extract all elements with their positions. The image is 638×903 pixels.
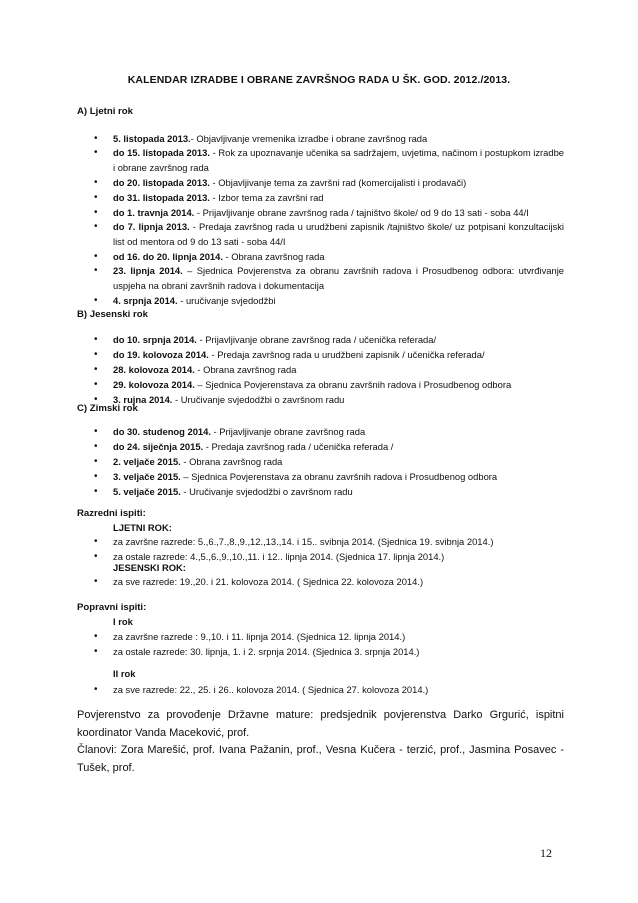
page-title: KALENDAR IZRADBE I OBRANE ZAVRŠNOG RADA U ŠK. GOD. 2012./2013.: [127, 74, 511, 86]
popravni-rok2-list: [77, 682, 564, 697]
list-item: • do 31. listopada 2013. - Izbor tema za završni rad: [77, 190, 564, 205]
list-item: • 5. listopada 2013.- Objavljivanje vremenika izradbe i obrane završnog rada: [77, 131, 564, 146]
section-b-list: [77, 332, 564, 407]
razredni-jesenski-list: [77, 574, 564, 589]
list-item: • 5. veljače 2015. - Uručivanje svjedodžbi o završnom radu: [77, 484, 564, 499]
list-item: • za sve razrede: 22., 25. i 26.. kolovoza 2014. ( Sjednica 27. kolovoza 2014.): [77, 682, 564, 697]
list-item: • do 20. listopada 2013. - Objavljivanje tema za završni rad (komercijalisti i prodavači): [77, 175, 564, 190]
list-item: • 28. kolovoza 2014. - Obrana završnog rada: [77, 362, 564, 377]
ljetni-rok-label: LJETNI ROK:: [113, 522, 172, 533]
list-item: • za ostale razrede: 30. lipnja, 1. i 2. srpnja 2014. (Sjednica 3. srpnja 2014.): [77, 644, 564, 659]
section-b-heading: B) Jesenski rok: [77, 309, 148, 320]
razredni-ljetni-list: [77, 534, 564, 564]
list-item: • od 16. do 20. lipnja 2014. - Obrana završnog rada: [77, 249, 564, 264]
clanovi-paragraph: Članovi: Zora Marešić, prof. Ivana Pažanin, prof., Vesna Kučera - terzić, prof., Jasmina Posavec - Tušek, prof.: [77, 744, 564, 774]
list-item: • za završne razrede : 9.,10. i 11. lipnja 2014. (Sjednica 12. lipnja 2014.): [77, 629, 564, 644]
list-item: • 3. veljače 2015. – Sjednica Povjerenstava za obranu završnih radova i Prosudbenog odbora: [77, 469, 564, 484]
section-a-heading: A) Ljetni rok: [77, 106, 133, 117]
section-c-list: [77, 424, 564, 499]
list-item: • do 1. travnja 2014. - Prijavljivanje obrane završnog rada / tajništvo škole/ od 9 do 13 sati - soba 44/I: [77, 205, 564, 220]
page-number: 12: [540, 846, 552, 860]
list-item: • do 15. listopada 2013. - Rok za upoznavanje učenika sa sadržajem, uvjetima, načinom i postupkom izradbe i obrane završnog rada: [77, 146, 564, 175]
list-item: • do 10. srpnja 2014. - Prijavljivanje obrane završnog rada / učenička referada/: [77, 332, 564, 347]
list-item: • 4. srpnja 2014. - uručivanje svjedodžbi: [77, 293, 564, 308]
popravni-rok1-list: [77, 629, 564, 659]
section-c-heading: C) Zimski rok: [77, 403, 138, 414]
popravni-heading: Popravni ispiti:: [77, 602, 147, 613]
popravni-rok2-label: II rok: [113, 668, 136, 679]
list-item: • 29. kolovoza 2014. – Sjednica Povjerenstava za obranu završnih radova i Prosudbenog odbora: [77, 377, 564, 392]
list-item: • za ostale razrede: 4.,5.,6.,9.,10.,11. i 12.. lipnja 2014. (Sjednica 17. lipnja 2014.): [77, 549, 564, 564]
list-item: • 2. veljače 2015. - Obrana završnog rada: [77, 454, 564, 469]
list-item: • 3. rujna 2014. - Uručivanje svjedodžbi o završnom radu: [77, 392, 564, 407]
list-item: • za završne razrede: 5.,6.,7.,8.,9.,12.,13.,14. i 15.. svibnja 2014. (Sjednica 19. svibnja 2014.): [77, 534, 564, 549]
popravni-rok1-label: I rok: [113, 616, 133, 627]
jesenski-rok-label: JESENSKI ROK:: [113, 562, 186, 573]
list-item: • do 24. siječnja 2015. - Predaja završnog rada / učenička referada /: [77, 439, 564, 454]
list-item: • 23. lipnja 2014. – Sjednica Povjerenstva za obranu završnih radova i Prosudbenog odbora: utvrđivanje uspjeha na obrani završnih radova i dokumentacija: [77, 264, 564, 293]
list-item: • do 7. lipnja 2013. - Predaja završnog rada u urudžbeni zapisnik /tajništvo škole/ uz potpisani konzultacijski list od mentora od 9 do 13 sati - soba 44/I: [77, 220, 564, 249]
section-a-list: [77, 131, 564, 308]
povjerenstvo-paragraph: Povjerenstvo za provođenje Državne mature: predsjednik povjerenstva Darko Grgurić, ispitni koordinator Vanda Maceković, prof.: [77, 709, 564, 739]
list-item: • do 19. kolovoza 2014. - Predaja završnog rada u urudžbeni zapisnik / učenička referada/: [77, 347, 564, 362]
list-item: • do 30. studenog 2014. - Prijavljivanje obrane završnog rada: [77, 424, 564, 439]
list-item: • za sve razrede: 19.,20. i 21. kolovoza 2014. ( Sjednica 22. kolovoza 2014.): [77, 574, 564, 589]
razredni-heading: Razredni ispiti:: [77, 508, 146, 519]
